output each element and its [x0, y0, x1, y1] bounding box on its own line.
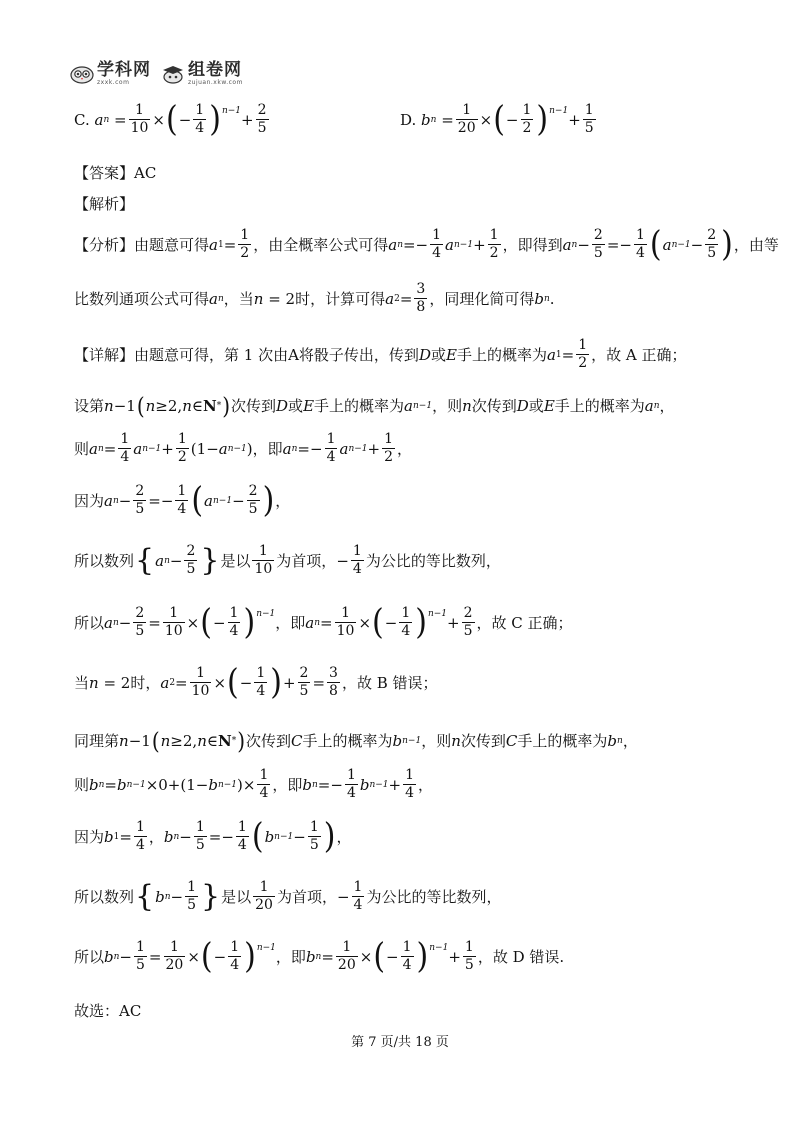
text: 为首项， — [276, 552, 337, 571]
cap-icon — [161, 64, 185, 84]
analysis-label: 【解析】 — [74, 195, 135, 213]
detail-label: 【详解】 — [74, 346, 135, 365]
option-d: D. b n = $\frac{1}{20}$ × ( − $\frac{1}{2}$ ) $^{n-1}$ + $\frac{1}{5}$ — [400, 99, 594, 140]
text: 手上的概率为 — [456, 346, 547, 365]
owl-icon — [70, 64, 94, 84]
text: 是以 — [221, 888, 252, 907]
text: ，由等 — [733, 236, 779, 255]
text: 手上的概率为 — [302, 732, 393, 750]
line-same: 同理第 n −1 ( n ≥2, n ∈ N * ) 次传到 C 手上的概率为 b n−1 ，则 n 次传到 C 手上的概率为 b n ， — [74, 726, 638, 755]
text: 是以 — [220, 552, 251, 571]
text: ，故 A 正确； — [591, 346, 687, 365]
text: 所以 — [74, 614, 105, 633]
text: ，即得到 — [502, 236, 563, 255]
text: 所以数列 — [74, 888, 135, 907]
text: 由题意可得，第 1 次由A将骰子传出，传到 — [134, 346, 419, 365]
text: ， — [336, 828, 352, 847]
text: ， — [622, 732, 638, 750]
detail-line-1: 【详解】 由题意可得，第 1 次由A将骰子传出，传到 D 或 E 手上的概率为 a 1 = $\frac{1}{2}$ ，故 A 正确； — [74, 337, 687, 372]
text: 为公比的等比数列， — [365, 552, 501, 571]
text: 所以 — [74, 948, 105, 967]
option-c: C. a n = $\frac{1}{10}$ × ( − $\frac{1}{4}$ ) $^{n-1}$ + $\frac{2}{5}$ — [74, 99, 267, 140]
text: 时， — [130, 674, 161, 693]
text: ，即 — [275, 614, 306, 633]
text: 因为 — [74, 828, 105, 847]
text: 次传到 — [471, 397, 517, 415]
fenxi-label: 【分析】 — [74, 236, 135, 255]
text: 手上的概率为 — [554, 397, 645, 415]
option-c-label: C. — [74, 110, 90, 129]
fenxi-line-1: 【分析】 由题意可得 a 1 = $\frac{1}{2}$ ，由全概率公式可得 a n =− $\frac{1}{4}$ a n−1 + $\frac{1}{2}$ ，即得到 a n − $\frac{2}{5}$ =− $\frac{1}{4}$ ( a n−1 − $\frac{2}{5}$ ) ，由等 — [74, 224, 779, 265]
text: ， — [418, 776, 434, 795]
answer: 【答案】AC — [74, 164, 157, 182]
logo1-text: 学科网 — [97, 60, 151, 80]
text: 则 — [74, 440, 90, 459]
text: 为首项， — [276, 888, 337, 907]
text: 或 — [430, 346, 446, 365]
line-when: 当 n = 2 时， a 2 = $\frac{1}{10}$ × ( − $\frac{1}{4}$ ) + $\frac{2}{5}$ = $\frac{3}{8}$ ，故 B 错误； — [74, 662, 438, 703]
text: ，故 C 正确； — [476, 614, 573, 633]
text: ， — [275, 492, 291, 511]
text: 手上的概率为 — [517, 732, 608, 750]
text: 为公比的等比数列， — [366, 888, 502, 907]
logo2-text: 组卷网 — [188, 60, 242, 80]
text: 由题意可得 — [134, 236, 210, 255]
line-because2: 因为 b 1 = $\frac{1}{4}$ ， b n − $\frac{1}{5}$ =− $\frac{1}{4}$ ( b n−1 − $\frac{1}{5}$ ) ， — [74, 816, 352, 857]
line-ze2: 则 b n = b n−1 ×0+(1− b n−1 )× $\frac{1}{4}$ ，即 b n =− $\frac{1}{4}$ b n−1 + $\frac{1}{4}$ ， — [74, 767, 434, 802]
text: ，故 D 错误. — [477, 948, 565, 967]
zujuanwang-logo — [161, 62, 243, 86]
text: ，故 B 错误； — [341, 674, 438, 693]
line-set: 设第 n −1 ( n ≥2, n ∈ N * ) 次传到 D 或 E 手上的概率为 a n−1 ，则 n 次传到 D 或 E 手上的概率为 a n ， — [74, 391, 675, 420]
logo2-sub: zujuan.xkw.com — [188, 79, 243, 86]
line-ze: 则 a n = $\frac{1}{4}$ a n−1 + $\frac{1}{2}$ (1− a n−1 ) ，即 a n =− $\frac{1}{4}$ a n−1 + $\frac{1}{2}$ ， — [74, 431, 413, 466]
text: ，由全概率公式可得 — [253, 236, 389, 255]
header-logos — [70, 62, 243, 86]
page-footer: 第 7 页/共 18 页 — [351, 1035, 449, 1050]
line-because: 因为 a n − $\frac{2}{5}$ =− $\frac{1}{4}$ ( a n−1 − $\frac{2}{5}$ ) ， — [74, 480, 291, 521]
line-seq: 所以数列 { a n − $\frac{2}{5}$ } 是以 $\frac{1}{10}$ 为首项， − $\frac{1}{4}$ 为公比的等比数列， — [74, 542, 501, 578]
final-answer: 故选：AC — [74, 1002, 142, 1020]
line-so2: 所以 b n − $\frac{1}{5}$ = $\frac{1}{20}$ × ( − $\frac{1}{4}$ ) $^{n-1}$ ，即 b n = $\frac{1}{20}$ × ( − $\frac{1}{4}$ ) $^{n-1}$ + $\frac{1}{5}$ ，故 D 错误. — [74, 936, 565, 977]
text: 次传到 — [246, 732, 292, 750]
text: ，即 — [252, 440, 283, 459]
line-seq2: 所以数列 { b n − $\frac{1}{5}$ } 是以 $\frac{1}{20}$ 为首项， − $\frac{1}{4}$ 为公比的等比数列， — [74, 878, 502, 914]
text: 或 — [528, 397, 544, 415]
xuekewang-logo — [70, 62, 151, 86]
text: 时，计算可得 — [295, 290, 386, 309]
text: ，即 — [275, 948, 306, 967]
text: 所以数列 — [74, 552, 135, 571]
text: 手上的概率为 — [314, 397, 405, 415]
text: ， — [397, 440, 413, 459]
text: ，则 — [432, 397, 463, 415]
text: 次传到 — [460, 732, 506, 750]
text: . — [549, 289, 555, 308]
text: 或 — [288, 397, 304, 415]
text: ， — [659, 397, 675, 415]
text: ， — [148, 828, 164, 847]
logo1-sub: zxxk.com — [97, 79, 130, 86]
text: 则 — [74, 776, 90, 795]
option-d-label: D. — [400, 110, 417, 129]
text: 比数列通项公式可得 — [74, 290, 210, 309]
text: 当 — [74, 674, 90, 693]
text: ，则 — [421, 732, 452, 750]
text: 次传到 — [231, 397, 277, 415]
text: 同理第 — [74, 732, 120, 750]
fenxi-line-2: 比数列通项公式可得 a n ，当 n = 2 时，计算可得 a 2 = $\frac{3}{8}$ ，同理化简可得 b n . — [74, 281, 555, 316]
text: ，即 — [272, 776, 303, 795]
text: 设第 — [74, 397, 105, 415]
text: ，当 — [223, 290, 254, 309]
text: ，同理化简可得 — [429, 290, 535, 309]
text: 因为 — [74, 492, 105, 511]
line-so: 所以 a n − $\frac{2}{5}$ = $\frac{1}{10}$ × ( − $\frac{1}{4}$ ) $^{n-1}$ ，即 a n = $\frac{1}{10}$ × ( − $\frac{1}{4}$ ) $^{n-1}$ + $\frac{2}{5}$ ，故 C 正确； — [74, 602, 573, 643]
